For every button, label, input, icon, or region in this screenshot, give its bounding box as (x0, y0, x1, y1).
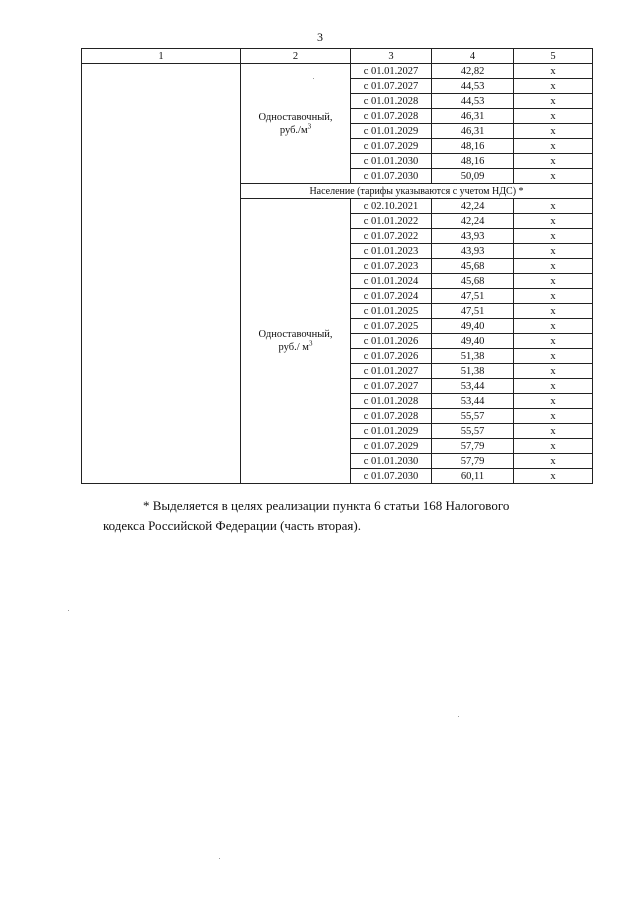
tariff-type-name: Одноставочный, (258, 111, 333, 123)
mark-cell: x (514, 259, 593, 274)
rate-value-cell: 42,24 (432, 214, 514, 229)
mark-cell: x (514, 289, 593, 304)
mark-cell: x (514, 454, 593, 469)
date-cell: с 01.01.2025 (351, 304, 432, 319)
scan-speck (458, 716, 459, 717)
rate-value-cell: 48,16 (432, 154, 514, 169)
mark-cell: x (514, 244, 593, 259)
mark-cell: x (514, 319, 593, 334)
date-cell: с 01.07.2028 (351, 409, 432, 424)
rate-value-cell: 51,38 (432, 349, 514, 364)
rate-value-cell: 57,79 (432, 439, 514, 454)
scan-speck (313, 78, 314, 79)
date-cell: с 01.01.2022 (351, 214, 432, 229)
mark-cell: x (514, 439, 593, 454)
mark-cell: x (514, 79, 593, 94)
rate-value-cell: 42,82 (432, 64, 514, 79)
header-col-3: 3 (351, 49, 432, 64)
date-cell: с 01.07.2026 (351, 349, 432, 364)
date-cell: с 01.07.2027 (351, 79, 432, 94)
rate-value-cell: 46,31 (432, 124, 514, 139)
mark-cell: x (514, 139, 593, 154)
rate-value-cell: 55,57 (432, 424, 514, 439)
mark-cell: x (514, 379, 593, 394)
mark-cell: x (514, 424, 593, 439)
header-col-5: 5 (514, 49, 593, 64)
mark-cell: x (514, 124, 593, 139)
mark-cell: x (514, 394, 593, 409)
page-number: 3 (317, 30, 323, 44)
date-cell: с 01.01.2028 (351, 94, 432, 109)
mark-cell: x (514, 169, 593, 184)
mark-cell: x (514, 94, 593, 109)
rate-value-cell: 50,09 (432, 169, 514, 184)
footnote-line-2: кодекса Российской Федерации (часть вторая). (103, 518, 361, 533)
rate-value-cell: 60,11 (432, 469, 514, 484)
date-cell: с 01.01.2023 (351, 244, 432, 259)
rate-value-cell: 49,40 (432, 334, 514, 349)
tariff-type-cell (241, 199, 351, 484)
rate-value-cell: 44,53 (432, 94, 514, 109)
mark-cell: x (514, 214, 593, 229)
mark-cell: x (514, 199, 593, 214)
date-cell: с 01.07.2030 (351, 169, 432, 184)
rate-value-cell: 45,68 (432, 259, 514, 274)
header-row (82, 49, 593, 64)
rate-value-cell: 47,51 (432, 289, 514, 304)
date-cell: с 02.10.2021 (351, 199, 432, 214)
footnote-line-1: * Выделяется в целях реализации пункта 6 статьи 168 Налогового (143, 498, 510, 513)
mark-cell: x (514, 274, 593, 289)
tariff-type-unit: руб./ м (278, 342, 309, 353)
mark-cell: x (514, 64, 593, 79)
header-col-1: 1 (82, 49, 241, 64)
unit-superscript: 3 (307, 122, 312, 130)
date-cell: с 01.01.2028 (351, 394, 432, 409)
date-cell: с 01.07.2028 (351, 109, 432, 124)
tariff-type-cell (241, 64, 351, 184)
date-cell: с 01.07.2029 (351, 439, 432, 454)
date-cell: с 01.07.2022 (351, 229, 432, 244)
footnote (103, 496, 589, 536)
rate-value-cell: 55,57 (432, 409, 514, 424)
date-cell: с 01.01.2030 (351, 154, 432, 169)
table-row (82, 64, 593, 79)
date-cell: с 01.07.2023 (351, 259, 432, 274)
mark-cell: x (514, 349, 593, 364)
tariff-table (81, 48, 593, 484)
date-cell: с 01.01.2026 (351, 334, 432, 349)
date-cell: с 01.01.2030 (351, 454, 432, 469)
tariff-table-body (82, 49, 593, 484)
mark-cell: x (514, 154, 593, 169)
mark-cell: x (514, 409, 593, 424)
tariff-type-unit: руб./м (279, 124, 308, 136)
date-cell: с 01.01.2024 (351, 274, 432, 289)
date-cell: с 01.07.2024 (351, 289, 432, 304)
rate-value-cell: 42,24 (432, 199, 514, 214)
section-title: Население (тарифы указываются с учетом НДС) * (241, 184, 593, 199)
rate-value-cell: 49,40 (432, 319, 514, 334)
rate-value-cell: 53,44 (432, 379, 514, 394)
date-cell: с 01.07.2027 (351, 379, 432, 394)
scan-speck (68, 610, 69, 611)
rate-value-cell: 51,38 (432, 364, 514, 379)
rate-value-cell: 48,16 (432, 139, 514, 154)
date-cell: с 01.01.2029 (351, 424, 432, 439)
date-cell: с 01.01.2027 (351, 364, 432, 379)
date-cell: с 01.01.2029 (351, 124, 432, 139)
mark-cell: x (514, 334, 593, 349)
mark-cell: x (514, 304, 593, 319)
header-col-4: 4 (432, 49, 514, 64)
rate-value-cell: 47,51 (432, 304, 514, 319)
mark-cell: x (514, 229, 593, 244)
rate-value-cell: 45,68 (432, 274, 514, 289)
mark-cell: x (514, 109, 593, 124)
date-cell: с 01.07.2029 (351, 139, 432, 154)
date-cell: с 01.07.2030 (351, 469, 432, 484)
rate-value-cell: 53,44 (432, 394, 514, 409)
unit-superscript: 3 (308, 339, 313, 348)
mark-cell: x (514, 469, 593, 484)
rate-value-cell: 44,53 (432, 79, 514, 94)
mark-cell: x (514, 364, 593, 379)
rate-value-cell: 43,93 (432, 229, 514, 244)
rate-value-cell: 43,93 (432, 244, 514, 259)
date-cell: с 01.01.2027 (351, 64, 432, 79)
tariff-type-name: Одноставочный, (258, 329, 333, 340)
blank-cell (82, 64, 241, 484)
rate-value-cell: 57,79 (432, 454, 514, 469)
scan-speck (219, 858, 220, 859)
header-col-2: 2 (241, 49, 351, 64)
rate-value-cell: 46,31 (432, 109, 514, 124)
date-cell: с 01.07.2025 (351, 319, 432, 334)
